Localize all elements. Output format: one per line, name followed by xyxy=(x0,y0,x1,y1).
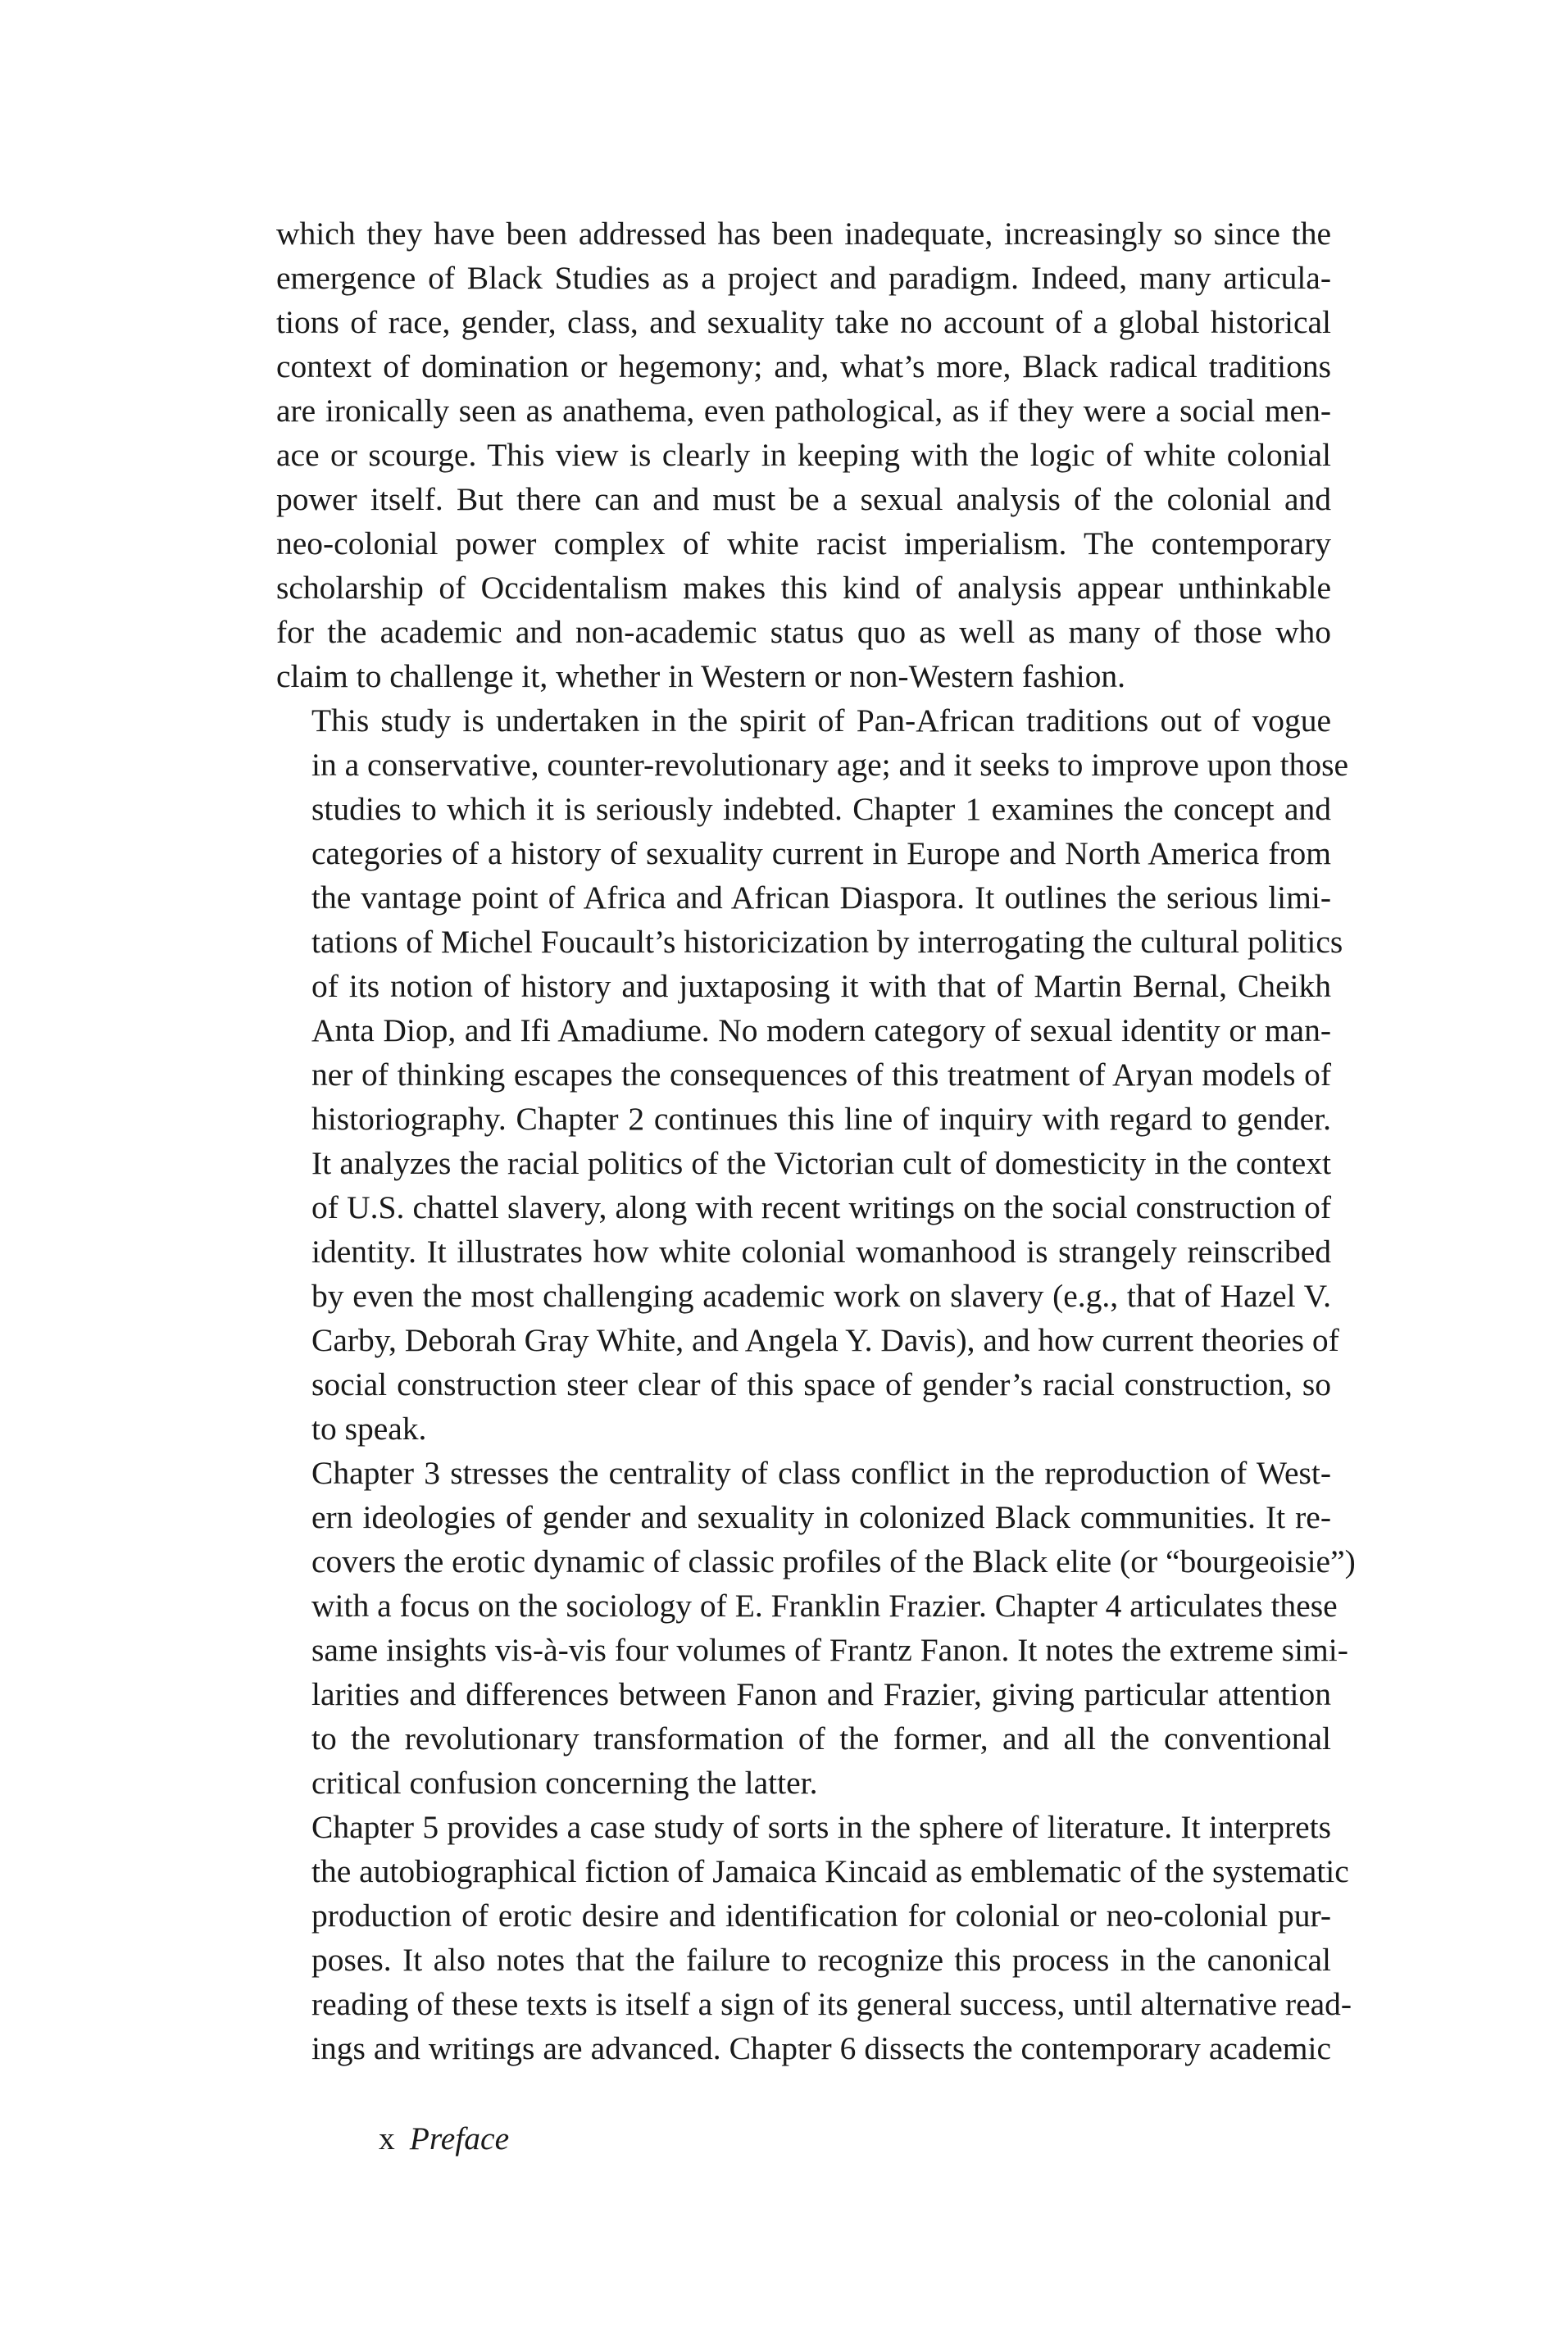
text-line: of its notion of history and juxtaposing it with that of Martin Bernal, Cheikh xyxy=(311,968,1331,1004)
text-line: ner of thinking escapes the consequences of this treatment of Aryan models of xyxy=(311,1057,1331,1093)
text-line: social construction steer clear of this space of gender’s racial construction, so xyxy=(311,1366,1331,1402)
text-line: the autobiographical fiction of Jamaica Kincaid as emblematic of the systematic xyxy=(311,1853,1349,1889)
text-line: of U.S. chattel slavery, along with recent writings on the social construction of xyxy=(311,1189,1331,1225)
text-line: ings and writings are advanced. Chapter 6 dissects the contemporary academic xyxy=(311,2030,1331,2066)
text-line: Anta Diop, and Ifi Amadiume. No modern category of sexual identity or man- xyxy=(311,1012,1331,1048)
text-line: This study is undertaken in the spirit of Pan-African traditions out of vogue xyxy=(311,702,1331,739)
text-line: emergence of Black Studies as a project and paradigm. Indeed, many articula- xyxy=(276,260,1331,296)
text-line: claim to challenge it, whether in Western or non-Western fashion. xyxy=(276,658,1126,694)
text-line: categories of a history of sexuality current in Europe and North America from xyxy=(311,835,1331,871)
text-line: the vantage point of Africa and African Diaspora. It outlines the serious limi- xyxy=(311,879,1331,916)
paragraph xyxy=(276,1451,1356,1805)
paragraph xyxy=(276,698,1349,1451)
text-line: to the revolutionary transformation of the former, and all the conventional xyxy=(311,1720,1331,1757)
text-line: studies to which it is seriously indebted. Chapter 1 examines the concept and xyxy=(311,791,1331,827)
text-line: tions of race, gender, class, and sexuality take no account of a global historical xyxy=(276,304,1331,340)
text-line: larities and differences between Fanon and Frazier, giving particular attention xyxy=(311,1676,1331,1712)
text-line: critical confusion concerning the latter. xyxy=(311,1765,818,1801)
text-line: ern ideologies of gender and sexuality in colonized Black communities. It re- xyxy=(311,1499,1331,1535)
text-line: Chapter 5 provides a case study of sorts in the sphere of literature. It interprets xyxy=(311,1809,1331,1845)
text-line: historiography. Chapter 2 continues this line of inquiry with regard to gender. xyxy=(311,1101,1331,1137)
text-line: power itself. But there can and must be a sexual analysis of the colonial and xyxy=(276,481,1331,517)
text-line: with a focus on the sociology of E. Franklin Frazier. Chapter 4 articulates these xyxy=(311,1588,1338,1624)
text-line: neo-colonial power complex of white racist imperialism. The contemporary xyxy=(276,525,1331,561)
text-line: ace or scourge. This view is clearly in keeping with the logic of white colonial xyxy=(276,437,1331,473)
text-line: It analyzes the racial politics of the Victorian cult of domesticity in the context xyxy=(311,1145,1331,1181)
text-line: scholarship of Occidentalism makes this kind of analysis appear unthinkable xyxy=(276,570,1331,606)
text-line: by even the most challenging academic work on slavery (e.g., that of Hazel V. xyxy=(311,1278,1331,1314)
text-line: identity. It illustrates how white colonial womanhood is strangely reinscribed xyxy=(311,1234,1331,1270)
text-line: in a conservative, counter-revolutionary age; and it seeks to improve upon those xyxy=(311,747,1349,783)
paragraph xyxy=(276,211,1331,698)
body-text xyxy=(276,211,1356,2070)
text-line: Chapter 3 stresses the centrality of class conflict in the reproduction of West- xyxy=(311,1455,1331,1491)
text-line: to speak. xyxy=(311,1411,427,1447)
text-line: reading of these texts is itself a sign of its general success, until alternative read- xyxy=(311,1986,1352,2022)
text-line: are ironically seen as anathema, even pathological, as if they were a social men- xyxy=(276,393,1331,429)
text-line: context of domination or hegemony; and, what’s more, Black radical traditions xyxy=(276,348,1331,384)
page-number: x xyxy=(379,2120,395,2156)
paragraph xyxy=(276,1805,1352,2070)
text-line: for the academic and non-academic status quo as well as many of those who xyxy=(276,614,1331,650)
text-line: same insights vis-à-vis four volumes of Frantz Fanon. It notes the extreme simi- xyxy=(311,1632,1348,1668)
text-line: Carby, Deborah Gray White, and Angela Y. Davis), and how current theories of xyxy=(311,1322,1339,1358)
text-line: covers the erotic dynamic of classic profiles of the Black elite (or “bourgeoisie”) xyxy=(311,1543,1356,1579)
text-line: which they have been addressed has been inadequate, increasingly so since the xyxy=(276,216,1331,252)
text-line: poses. It also notes that the failure to recognize this process in the canonical xyxy=(311,1942,1331,1978)
text-line: tations of Michel Foucault’s historicization by interrogating the cultural politics xyxy=(311,924,1343,960)
running-head: Preface xyxy=(409,2120,510,2156)
text-line: production of erotic desire and identification for colonial or neo-colonial pur- xyxy=(311,1897,1331,1934)
page-footer xyxy=(379,2116,509,2161)
